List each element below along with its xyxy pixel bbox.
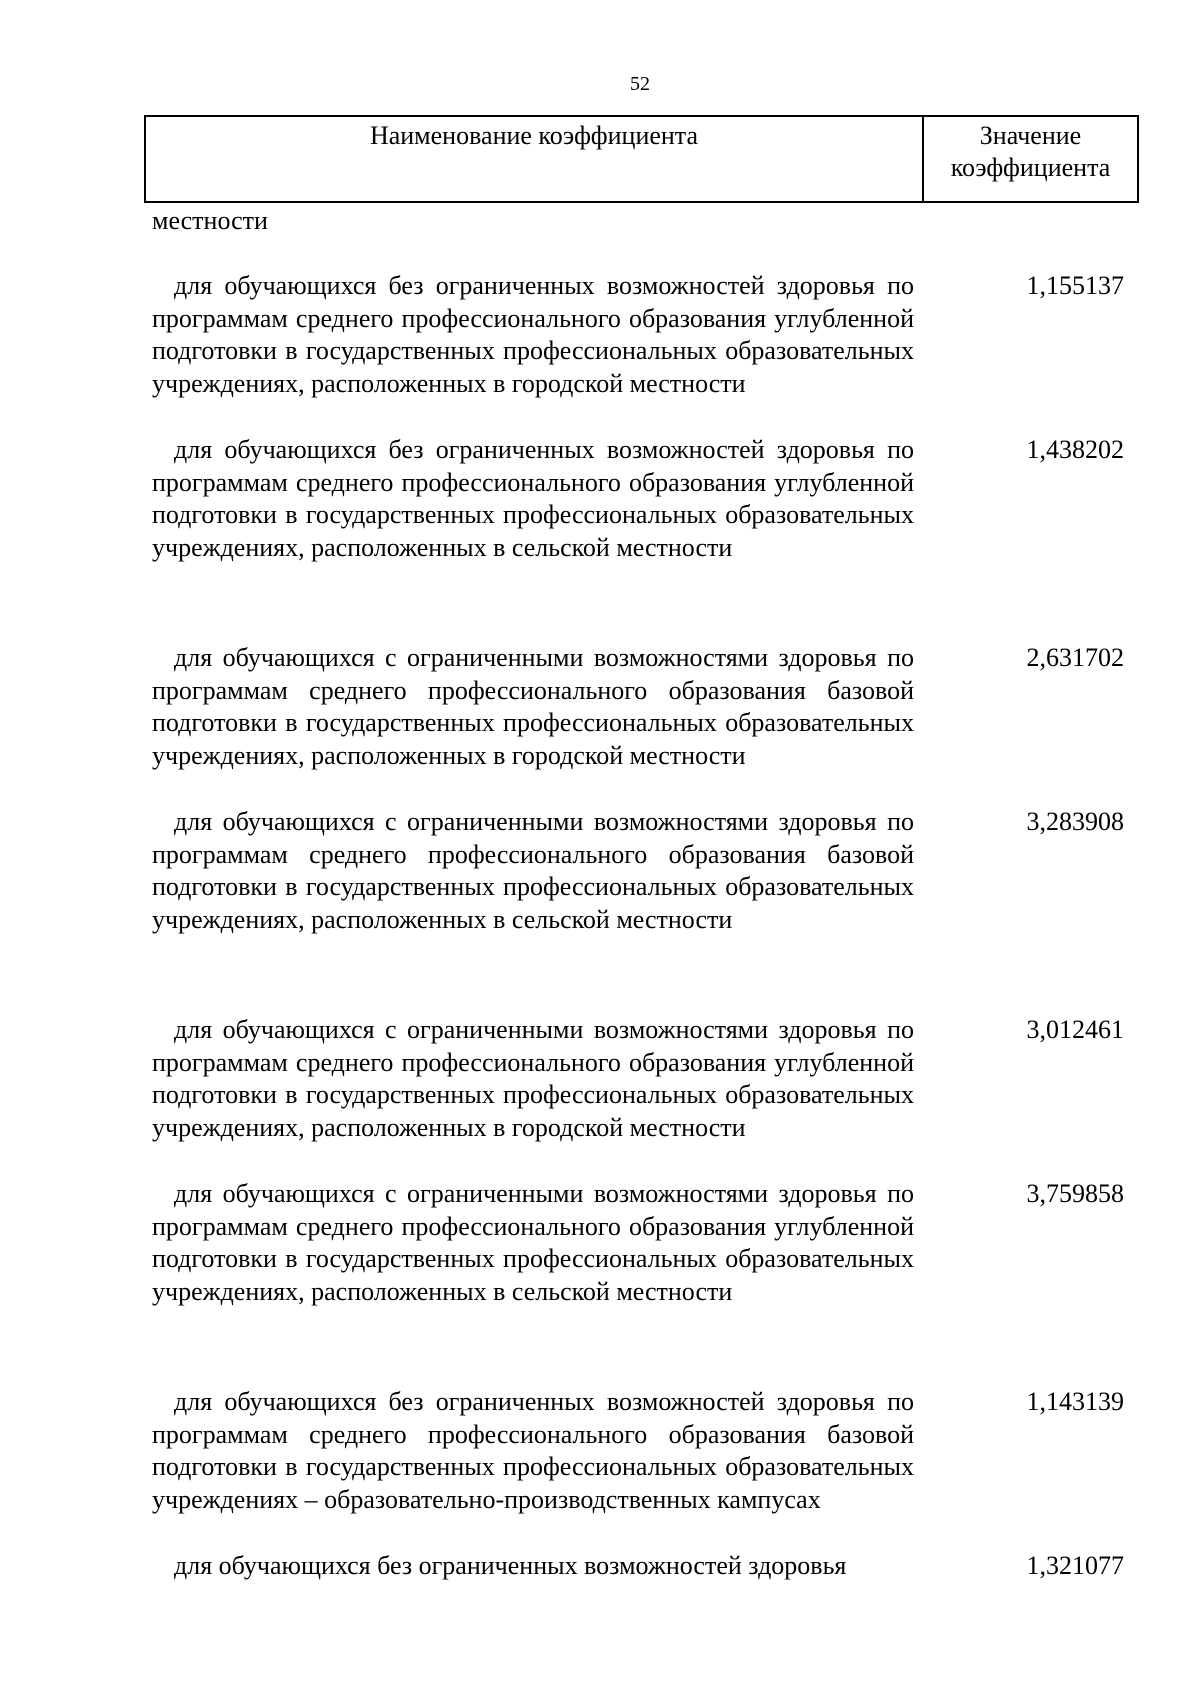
column-header-value: Значение коэффициента — [950, 121, 1111, 182]
coefficient-description: для обучающихся с ограниченными возможностями здоровья по программам среднего профессионального образования углубленной подготовки в государственных профессиональных образовательных учреждениях, расположенных в городской местности — [152, 1015, 914, 1142]
coefficient-description: для обучающихся с ограниченными возможностями здоровья по программам среднего профессионального образования базовой подготовки в государственных профессиональных образовательных учреждениях, расположенных в городской местности — [152, 643, 914, 770]
coefficient-value: 1,155137 — [1026, 271, 1124, 300]
coefficient-description: для обучающихся без ограниченных возможностей здоровья — [174, 1551, 847, 1580]
page-number: 52 — [630, 73, 650, 95]
table-header — [144, 115, 1139, 203]
coefficient-value: 2,631702 — [1026, 643, 1124, 672]
coefficient-value: 3,283908 — [1026, 807, 1124, 836]
continuation-text: местности — [152, 206, 268, 235]
coefficient-value: 3,759858 — [1026, 1179, 1124, 1208]
coefficient-value: 1,438202 — [1026, 435, 1124, 464]
coefficient-value: 1,321077 — [1026, 1551, 1124, 1580]
column-header-name: Наименование коэффициента — [146, 117, 924, 201]
coefficient-description: для обучающихся с ограниченными возможностями здоровья по программам среднего профессионального образования углубленной подготовки в государственных профессиональных образовательных учреждениях, расположенных в сельской местности — [152, 1179, 914, 1306]
coefficient-value: 1,143139 — [1026, 1387, 1124, 1416]
coefficient-value: 3,012461 — [1026, 1015, 1124, 1044]
coefficient-description: для обучающихся без ограниченных возможностей здоровья по программам среднего профессионального образования базовой подготовки в государственных профессиональных образовательных учреждениях – образовательно-производственных кампусах — [152, 1387, 914, 1514]
coefficient-description: для обучающихся с ограниченными возможностями здоровья по программам среднего профессионального образования базовой подготовки в государственных профессиональных образовательных учреждениях, расположенных в сельской местности — [152, 807, 914, 934]
coefficient-description: для обучающихся без ограниченных возможностей здоровья по программам среднего профессионального образования углубленной подготовки в государственных профессиональных образовательных учреждениях, расположенных в городской местности — [152, 271, 914, 398]
coefficient-description: для обучающихся без ограниченных возможностей здоровья по программам среднего профессионального образования углубленной подготовки в государственных профессиональных образовательных учреждениях, расположенных в сельской местности — [152, 435, 914, 562]
